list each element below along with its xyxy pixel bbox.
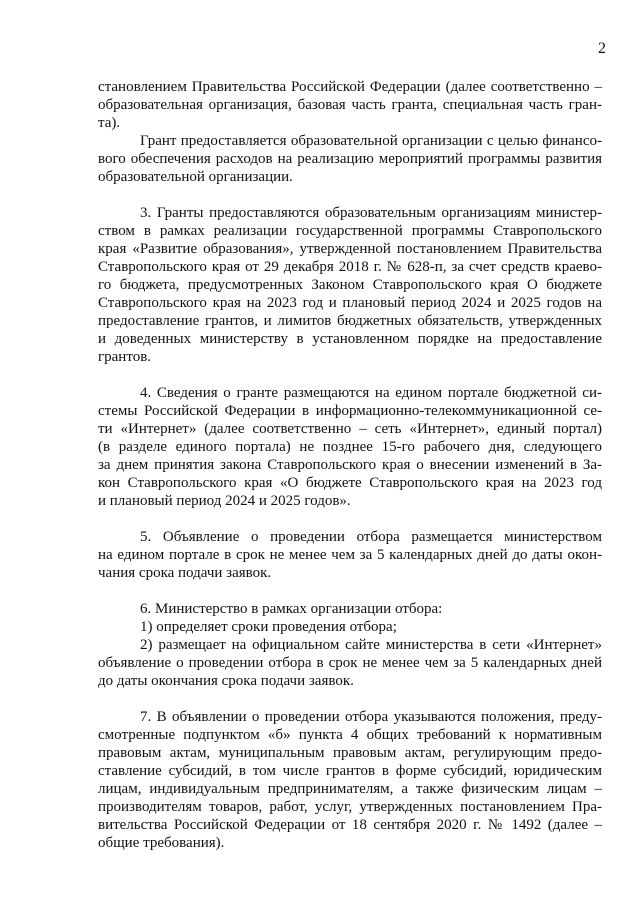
text-line: Ставропольского края на 2023 год и плановый период 2024 и 2025 годов на xyxy=(98,295,602,311)
paragraph-grant-purpose xyxy=(98,132,602,186)
text-line: грантов. xyxy=(98,349,152,365)
paragraph-item-6 xyxy=(98,600,602,618)
text-line: чания срока подачи заявок. xyxy=(98,565,272,581)
text-line: смотренные подпунктом «б» пункта 4 общих требований к нормативным xyxy=(98,727,602,743)
text-line: лицам, индивидуальным предпринимателям, а также физическим лицам – xyxy=(98,781,602,797)
paragraph-item-7 xyxy=(98,708,602,852)
text-line: становлением Правительства Российской Федерации (далее соответственно – xyxy=(98,79,602,95)
text-line: ти «Интернет» (далее соответственно – сеть «Интернет», единый портал) xyxy=(98,421,602,437)
text-line: предоставление грантов, и лимитов бюджетных обязательств, утвержденных xyxy=(98,313,602,329)
text-line: ством в рамках реализации государственной программы Ставропольского xyxy=(98,223,602,239)
paragraph-item-4 xyxy=(98,384,602,510)
text-line: кон Ставропольского края «О бюджете Ставропольского края на 2023 год xyxy=(98,475,602,491)
text-line: ставление субсидий, в том числе грантов в форме субсидий, юридическим xyxy=(98,763,602,779)
text-line: Грант предоставляется образовательной организации с целью финансо- xyxy=(140,133,602,149)
paragraph-item-5 xyxy=(98,528,602,582)
text-line: объявление о проведении отбора в срок не менее чем за 5 календарных дней xyxy=(98,655,602,671)
text-line: го бюджета, предусмотренных Законом Ставропольского края О бюджете xyxy=(98,277,602,293)
text-line: 5. Объявление о проведении отбора размещается министерством xyxy=(140,529,602,545)
text-line: 3. Гранты предоставляются образовательным организациям министер- xyxy=(140,205,602,221)
paragraph-continuation xyxy=(98,78,602,132)
text-line: вительства Российской Федерации от 18 сентября 2020 г. № 1492 (далее – xyxy=(98,817,602,833)
text-line: та). xyxy=(98,115,121,131)
page-number: 2 xyxy=(598,40,606,57)
text-line: 6. Министерство в рамках организации отбора: xyxy=(140,601,443,617)
text-line: образовательная организация, базовая часть гранта, специальная часть гран- xyxy=(98,97,602,113)
paragraph-subitem-2 xyxy=(98,636,602,690)
document-body xyxy=(98,78,602,852)
text-line: производителям товаров, работ, услуг, утвержденных постановлением Пра- xyxy=(98,799,602,815)
text-line: за днем принятия закона Ставропольского края о внесении изменений в За- xyxy=(98,457,602,473)
text-line: вого обеспечения расходов на реализацию мероприятий программы развития xyxy=(98,151,602,167)
text-line: правовым актам, муниципальным правовым актам, регулирующим предо- xyxy=(98,745,602,761)
paragraph-subitem-1 xyxy=(98,618,602,636)
paragraph-item-3 xyxy=(98,204,602,366)
text-line: стемы Российской Федерации в информационно-телекоммуникационной се- xyxy=(98,403,602,419)
text-line: (в разделе единого портала) не позднее 15-го рабочего дня, следующего xyxy=(98,439,602,455)
text-line: и плановый период 2024 и 2025 годов». xyxy=(98,493,351,509)
text-line: до даты окончания срока подачи заявок. xyxy=(98,673,354,689)
text-line: на едином портале в срок не менее чем за 5 календарных дней до даты окон- xyxy=(98,547,602,563)
text-line: 4. Сведения о гранте размещаются на едином портале бюджетной си- xyxy=(140,385,602,401)
text-line: 7. В объявлении о проведении отбора указываются положения, преду- xyxy=(140,709,602,725)
text-line: Ставропольского края от 29 декабря 2018 г. № 628-п, за счет средств краево- xyxy=(98,259,602,275)
text-line: 1) определяет сроки проведения отбора; xyxy=(140,619,397,635)
text-line: 2) размещает на официальном сайте министерства в сети «Интернет» xyxy=(140,637,602,653)
text-line: образовательной организации. xyxy=(98,169,293,185)
text-line: и доведенных министерству в установленном порядке на предоставление xyxy=(98,331,602,347)
text-line: общие требования). xyxy=(98,835,225,851)
text-line: края «Развитие образования», утвержденной постановлением Правительства xyxy=(98,241,602,257)
